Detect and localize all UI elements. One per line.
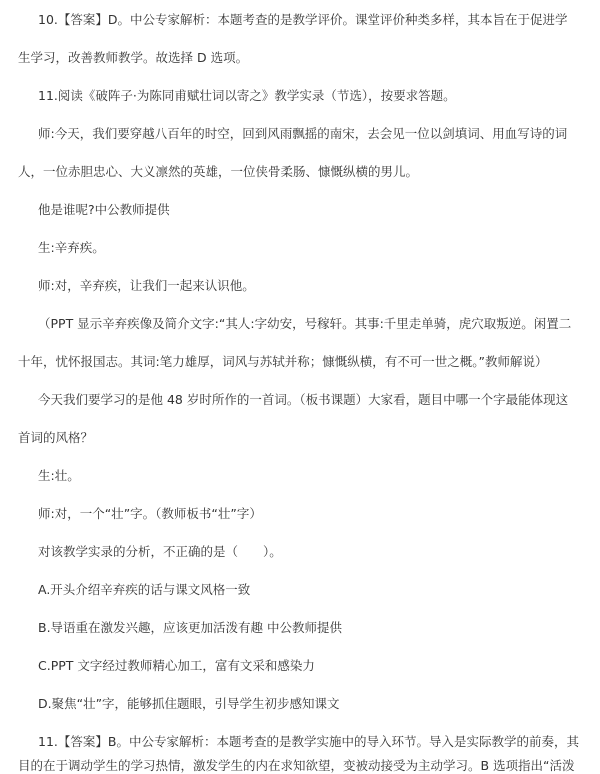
answer-10-line-1: 10.【答案】D。中公专家解析：本题考查的是教学评价。课堂评价种类多样，其本旨在于促进学	[38, 12, 568, 27]
student-answer-1: 生:辛弃疾。	[38, 240, 105, 255]
option-b: B.导语重在激发兴趣，应该更加活泼有趣 中公教师提供	[38, 620, 343, 635]
teacher-lesson-line-1: 今天我们要学习的是他 48 岁时所作的一首词。（板书课题）大家看，题目中哪一个字最能体现这	[38, 392, 569, 407]
question-11-title: 11.阅读《破阵子·为陈同甫赋壮词以寄之》教学实录（节选），按要求答题。	[38, 88, 456, 103]
answer-10-line-2: 生学习，改善教师教学。故选择 D 选项。	[18, 50, 249, 65]
ppt-note-line-1: （PPT 显示辛弃疾像及简介文字:“其人:字幼安，号稼轩。其事:千里走单骑，虎穴取叛逆。闲置二	[38, 316, 572, 331]
teacher-intro-line-1: 师:今天，我们要穿越八百年的时空，回到风雨飘摇的南宋，去会见一位以剑填词、用血写诗的词	[38, 126, 568, 141]
option-c: C.PPT 文字经过教师精心加工，富有文采和感染力	[38, 658, 315, 673]
answer-11-line-1: 11.【答案】B。中公专家解析：本题考查的是教学实施中的导入环节。导入是实际教学的前奏，其	[38, 734, 579, 749]
option-a: A.开头介绍辛弃疾的话与课文风格一致	[38, 582, 251, 597]
teacher-response-1: 师:对，辛弃疾，让我们一起来认识他。	[38, 278, 255, 293]
teacher-intro-line-2: 人，一位赤胆忠心、大义凛然的英雄，一位侠骨柔肠、慷慨纵横的男儿。	[18, 164, 419, 179]
teacher-lesson-line-2: 首词的风格？	[18, 430, 94, 445]
answer-11-line-2: 目的在于调动学生的学习热情，激发学生的内在求知欲望，变被动接受为主动学习。B 选项指出“活泼	[18, 758, 575, 773]
student-answer-2: 生:壮。	[38, 468, 80, 483]
option-d: D.聚焦“壮”字，能够抓住题眼，引导学生初步感知课文	[38, 696, 340, 711]
ppt-note-line-2: 十年，忧怀报国志。其词:笔力雄厚，词风与苏轼并称；慷慨纵横，有不可一世之概。”教师解说）	[18, 354, 548, 369]
question-stem: 对该教学实录的分析，不正确的是（ ）。	[38, 544, 282, 559]
teacher-question: 他是谁呢?中公教师提供	[38, 202, 170, 217]
teacher-response-2: 师:对，一个“壮”字。（教师板书“壮”字）	[38, 506, 262, 521]
